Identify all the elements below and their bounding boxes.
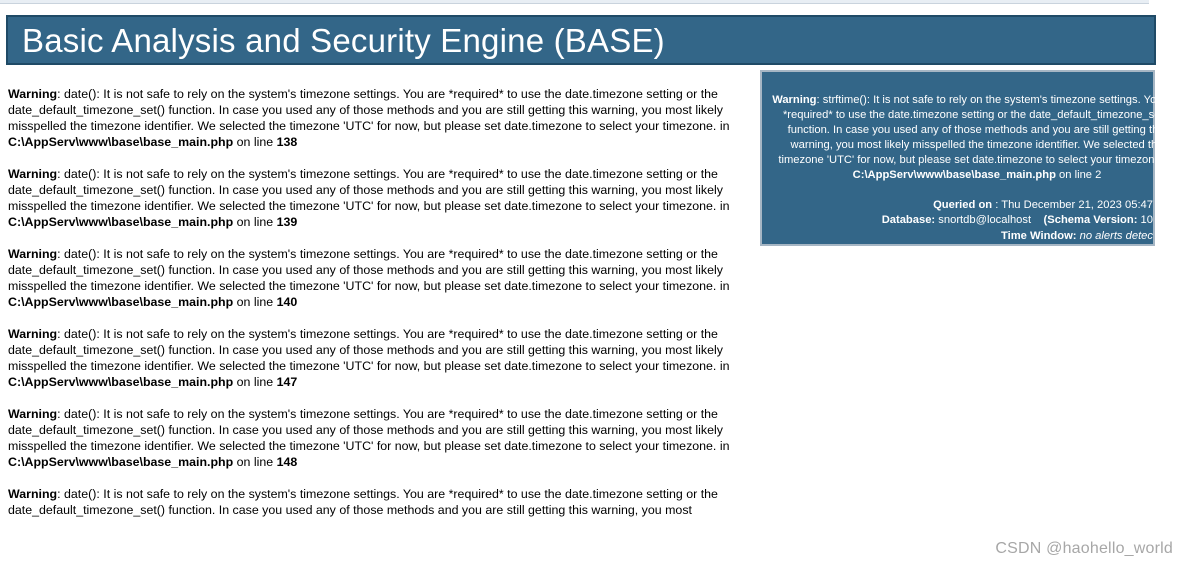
warning-file: C:\AppServ\www\base\base_main.php xyxy=(8,375,234,389)
queried-on-row xyxy=(733,198,1153,213)
warning-file: C:\AppServ\www\base\base_main.php xyxy=(8,295,234,309)
schema-version-value: 10 xyxy=(1137,214,1153,227)
panel-meta xyxy=(733,198,1153,244)
time-window-value: no alerts detec xyxy=(1076,229,1153,242)
warning-text: : date(): It is not safe to rely on the system's timezone settings. You are *required* to use the date.timezone setting or the date_default_timezone_set() function. In case you used any of those methods and you are still getting this warning, you most likely misspelled the timezone identifier. We selected the timezone 'UTC' for now, but please set date.timezone to select your timezone. in xyxy=(8,167,730,213)
page-title: Basic Analysis and Security Engine (BASE) xyxy=(22,22,665,59)
warning-text: : date(): It is not safe to rely on the system's timezone settings. You are *required* to use the date.timezone setting or the date_default_timezone_set() function. In case you used any of those methods and you are still getting this warning, you most likely misspelled the timezone identifier. We selected the timezone 'UTC' for now, but please set date.timezone to select your timezone. in xyxy=(8,407,730,453)
warning-label: Warning xyxy=(8,167,58,181)
database-label: Database: xyxy=(881,214,936,227)
warning-line-number: 147 xyxy=(276,375,298,389)
warning-line-text: on line xyxy=(233,135,277,149)
warning-text: : date(): It is not safe to rely on the system's timezone settings. You are *required* to use the date.timezone setting or the date_default_timezone_set() function. In case you used any of those methods and you are still getting this warning, you most xyxy=(8,487,718,517)
page-header xyxy=(6,15,1156,65)
warning-text: : date(): It is not safe to rely on the system's timezone settings. You are *required* to use the date.timezone setting or the date_default_timezone_set() function. In case you used any of those methods and you are still getting this warning, you most likely misspelled the timezone identifier. We selected the timezone 'UTC' for now, but please set date.timezone to select your timezone. in xyxy=(8,247,730,293)
time-window-row xyxy=(733,229,1153,244)
warning-label: Warning xyxy=(8,327,58,341)
queried-on-label: Queried on xyxy=(933,199,993,211)
warning-line-text: on line xyxy=(233,215,277,229)
queried-on-value: : Thu December 21, 2023 05:47 xyxy=(992,199,1153,211)
watermark: CSDN @haohello_world xyxy=(995,540,1173,557)
warning-message xyxy=(8,86,756,150)
time-window-label: Time Window: xyxy=(1000,229,1077,242)
panel-warning-label: Warning xyxy=(772,94,817,106)
warning-label: Warning xyxy=(8,247,58,261)
warning-message xyxy=(8,166,756,230)
warning-list xyxy=(8,86,756,566)
warning-text: : date(): It is not safe to rely on the system's timezone settings. You are *required* to use the date.timezone setting or the date_default_timezone_set() function. In case you used any of those methods and you are still getting this warning, you most likely misspelled the timezone identifier. We selected the timezone 'UTC' for now, but please set date.timezone to select your timezone. in xyxy=(8,327,730,373)
panel-warning-line: on line 2 xyxy=(1055,169,1102,181)
warning-file: C:\AppServ\www\base\base_main.php xyxy=(8,215,234,229)
warning-message xyxy=(8,406,756,470)
warning-line-number: 148 xyxy=(276,455,298,469)
database-row xyxy=(733,213,1153,228)
database-value: snortdb@localhost xyxy=(935,214,1032,227)
warning-label: Warning xyxy=(8,407,58,421)
warning-message xyxy=(8,246,756,310)
warning-line-text: on line xyxy=(233,295,277,309)
warning-line-number: 139 xyxy=(276,215,298,229)
warning-message xyxy=(8,486,756,550)
warning-label: Warning xyxy=(8,487,58,501)
panel-warning-file: C:\AppServ\www\base\base_main.php xyxy=(852,169,1056,181)
browser-top-border xyxy=(0,0,1149,4)
panel-warning-text: : strftime(): It is not safe to rely on the system's timezone settings. You are *required* to use the date.timezone setting or the date_default_timezone_set() function. In case you used any of those methods and you are still getting this warning, you most likely misspelled the timezone identifier. We selected the timezone 'UTC' for now, but please set date.timezone to select your timezone. in xyxy=(778,94,1182,166)
warning-file: C:\AppServ\www\base\base_main.php xyxy=(8,455,234,469)
panel-warning xyxy=(767,93,1187,183)
warning-label: Warning xyxy=(8,87,58,101)
warning-text: : date(): It is not safe to rely on the system's timezone settings. You are *required* to use the date.timezone setting or the date_default_timezone_set() function. In case you used any of those methods and you are still getting this warning, you most likely misspelled the timezone identifier. We selected the timezone 'UTC' for now, but please set date.timezone to select your timezone. in xyxy=(8,87,730,133)
warning-line-text: on line xyxy=(233,375,277,389)
schema-version-label: (Schema Version: xyxy=(1043,214,1138,227)
warning-message xyxy=(8,326,756,390)
warning-file: C:\AppServ\www\base\base_main.php xyxy=(8,135,234,149)
warning-line-number: 138 xyxy=(276,135,298,149)
warning-line-number: 140 xyxy=(276,295,298,309)
status-panel xyxy=(760,70,1182,246)
warning-line-text: on line xyxy=(233,455,277,469)
